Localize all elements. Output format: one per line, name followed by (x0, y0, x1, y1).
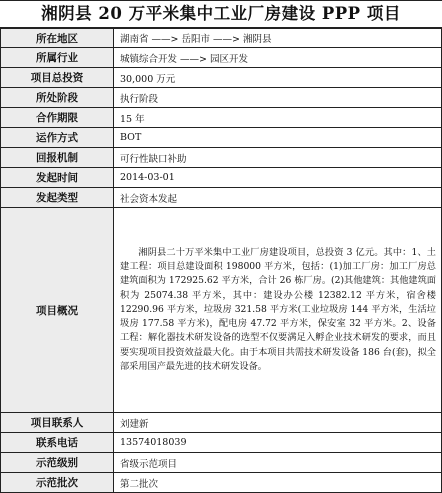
row-value-launch-type: 社会资本发起 (114, 188, 442, 208)
row-value-demo-level: 省级示范项目 (114, 453, 442, 473)
table-row (1, 453, 442, 473)
table-row (1, 128, 442, 148)
row-value-contact: 刘建新 (114, 413, 442, 433)
table-row (1, 188, 442, 208)
row-value-term: 15 年 (114, 108, 442, 128)
row-value-demo-batch: 第二批次 (114, 473, 442, 493)
row-label-overview: 项目概况 (1, 208, 114, 413)
row-value-phone: 13574018039 (114, 433, 442, 453)
table-row (1, 48, 442, 68)
row-label-term: 合作期限 (1, 108, 114, 128)
row-label-contact: 项目联系人 (1, 413, 114, 433)
row-label-total-investment: 项目总投资 (1, 68, 114, 88)
project-info-table (0, 28, 442, 493)
row-label-stage: 所处阶段 (1, 88, 114, 108)
row-value-overview (114, 208, 442, 413)
table-row (1, 29, 442, 48)
table-row (1, 473, 442, 493)
row-value-operation-mode: BOT (114, 128, 442, 148)
row-value-launch-date: 2014-03-01 (114, 168, 442, 188)
table-row (1, 148, 442, 168)
row-label-demo-batch: 示范批次 (1, 473, 114, 493)
table-row (1, 88, 442, 108)
row-value-region: 湖南省 ——> 岳阳市 ——> 湘阴县 (114, 29, 442, 48)
row-value-stage: 执行阶段 (114, 88, 442, 108)
row-label-operation-mode: 运作方式 (1, 128, 114, 148)
row-value-return-mechanism: 可行性缺口补助 (114, 148, 442, 168)
row-label-region: 所在地区 (1, 29, 114, 48)
row-label-launch-type: 发起类型 (1, 188, 114, 208)
table-row (1, 168, 442, 188)
table-row (1, 68, 442, 88)
project-overview-text: 湘阴县二十万平米集中工业厂房建设项目，总投资 3 亿元。其中：1、土建工程：项目总建设面积 198000 平方米，包括：(1)加工厂房：加工厂房总建筑面积为 172925.62 平方米，合计 26 栋厂房。(2)其他建筑：其他建筑面积为 25074.38 平方米，其中：建设办公楼 12382.12 平方米，宿舍楼 12290.96 平方米，垃圾房 321.58 平方米(工业垃圾房 144 平方米，生活垃圾房 177.58 平方米)，配电房 47.72 平方米，保安室 32 平方米。2、设备工程：解化器技术研发设备的选型不仅要满足入孵企业技术研发的要求，而且要实现项目投资效益最大化。由于本项目共需技术研发设备 186 台(套)，拟全部采用国产最先进的技术研发设备。 (120, 247, 436, 372)
table-row (1, 433, 442, 453)
page-title: 湘阴县 20 万平米集中工业厂房建设 PPP 项目 (0, 0, 442, 28)
row-label-demo-level: 示范级别 (1, 453, 114, 473)
row-value-industry: 城镇综合开发 ——> 园区开发 (114, 48, 442, 68)
row-label-return-mechanism: 回报机制 (1, 148, 114, 168)
row-value-total-investment: 30,000 万元 (114, 68, 442, 88)
table-row (1, 413, 442, 433)
row-label-phone: 联系电话 (1, 433, 114, 453)
table-row (1, 208, 442, 413)
table-row (1, 108, 442, 128)
row-label-industry: 所属行业 (1, 48, 114, 68)
row-label-launch-date: 发起时间 (1, 168, 114, 188)
